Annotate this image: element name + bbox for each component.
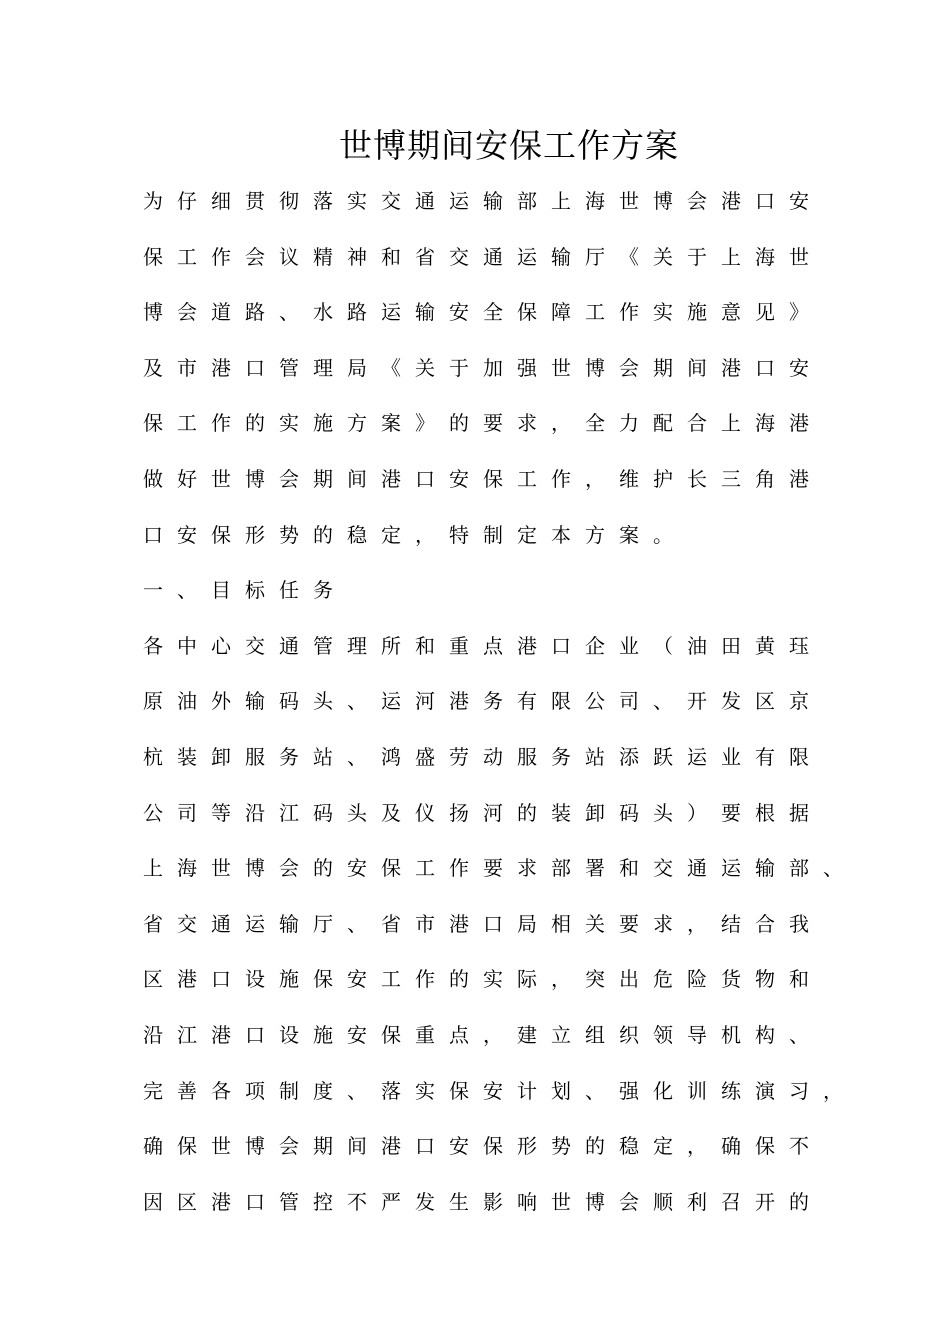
body-line: 博会道路、水路运输安全保障工作实施意见》 (143, 300, 823, 325)
body-line: 为仔细贯彻落实交通运输部上海世博会港口安 (143, 189, 823, 213)
body-line: 各中心交通管理所和重点港口企业（油田黄珏 (143, 633, 823, 658)
body-line: 区港口设施保安工作的实际，突出危险货物和 (143, 967, 823, 992)
body-line: 公司等沿江码头及仪扬河的装卸码头）要根据 (143, 800, 823, 825)
body-line: 原油外输码头、运河港务有限公司、开发区京 (143, 689, 823, 714)
body-line: 完善各项制度、落实保安计划、强化训练演习， (143, 1078, 857, 1103)
body-line: 口安保形势的稳定，特制定本方案。 (143, 522, 687, 547)
body-line: 做好世博会期间港口安保工作，维护长三角港 (143, 466, 823, 491)
body-line: 确保世博会期间港口安保形势的稳定，确保不 (143, 1134, 823, 1159)
section-heading: 一、目标任务 (143, 578, 347, 603)
body-line: 省交通运输厅、省市港口局相关要求，结合我 (143, 911, 823, 936)
document-body (143, 181, 857, 1237)
body-line: 沿江港口设施安保重点，建立组织领导机构、 (143, 1022, 823, 1047)
document-title: 世博期间安保工作方案 (339, 126, 679, 165)
body-line: 上海世博会的安保工作要求部署和交通运输部、 (143, 856, 857, 881)
body-line: 及市港口管理局《关于加强世博会期间港口安 (143, 355, 823, 380)
body-line: 保工作的实施方案》的要求，全力配合上海港 (143, 411, 823, 436)
body-line: 保工作会议精神和省交通运输厅《关于上海世 (143, 244, 823, 269)
body-line: 因区港口管控不严发生影响世博会顺利召开的 (143, 1189, 823, 1214)
body-line: 杭装卸服务站、鸿盛劳动服务站添跃运业有限 (143, 744, 823, 769)
